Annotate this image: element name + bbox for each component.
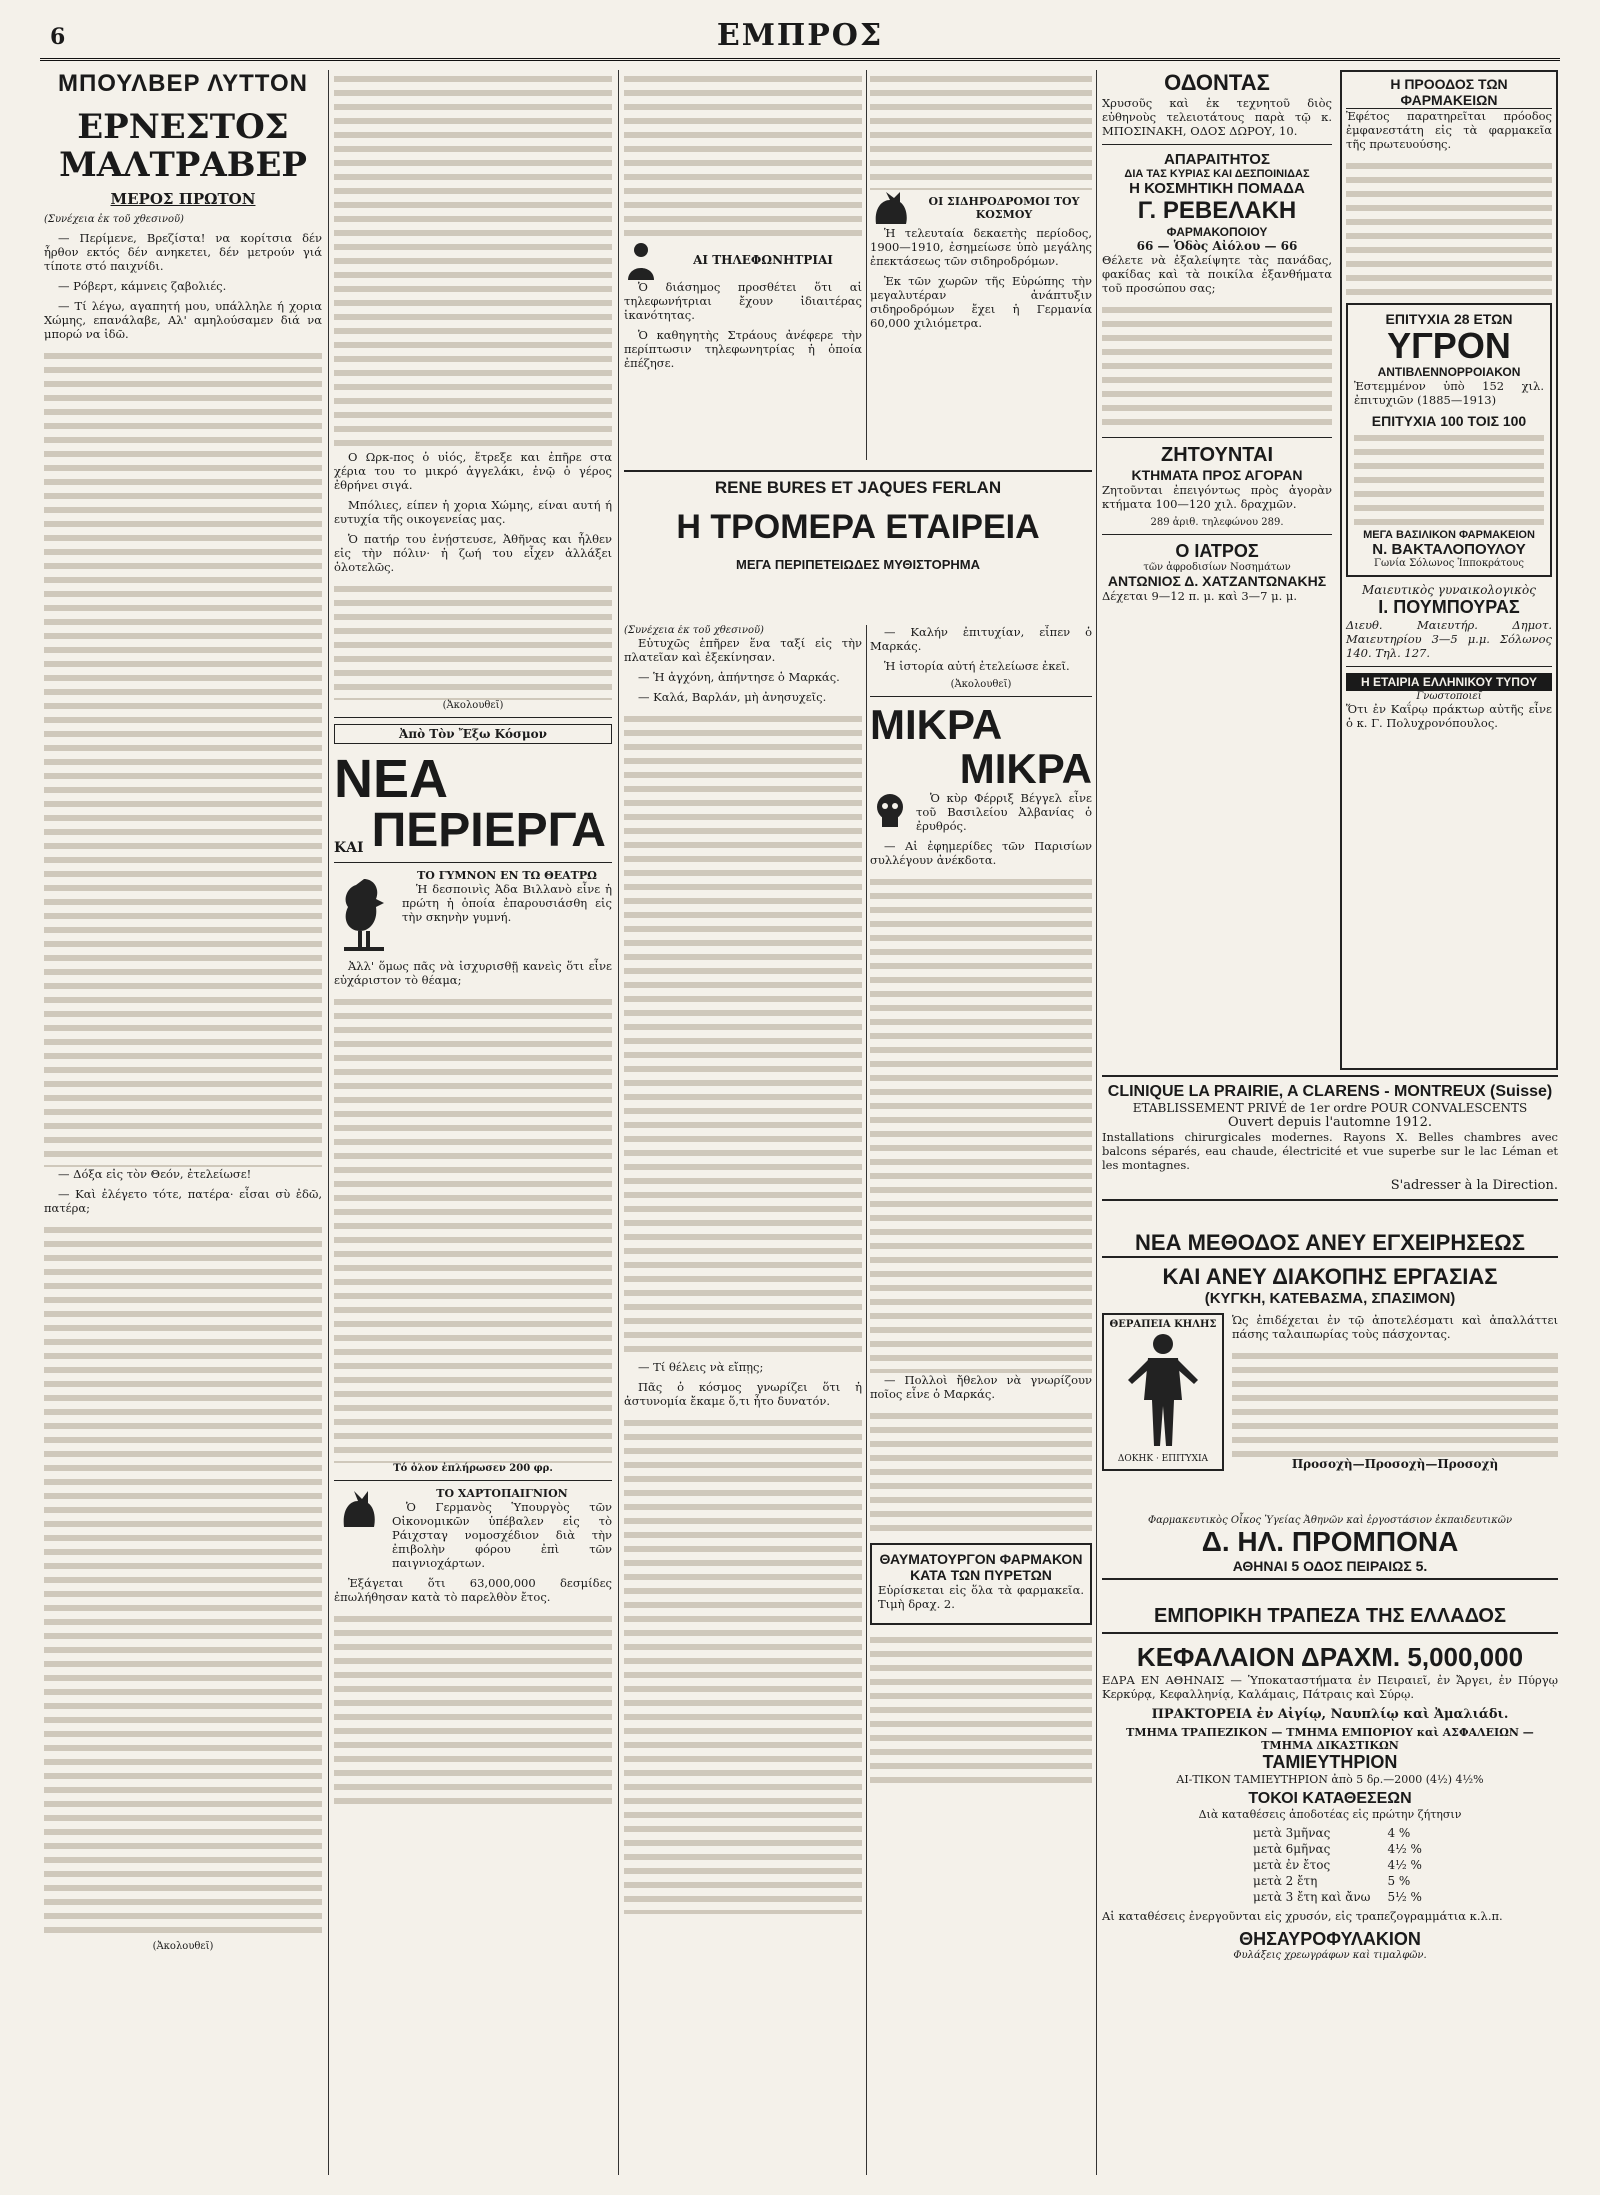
rate-value: 4½ %	[1387, 1842, 1422, 1856]
method-addr: ΑΘΗΝΑΙ 5 ΟΔΟΣ ΠΕΙΡΑΙΩΣ 5.	[1102, 1558, 1558, 1580]
mikra-title-1: ΜΙΚΡΑ	[870, 701, 1003, 748]
pomade-body: Θέλετε νὰ ἐξαλείψητε τὰς πανάδας, φακίδας καὶ τὰ ποικίλα ἐξανθήματα τοῦ προσώπου σας;	[1102, 253, 1332, 295]
pomade-header: ΑΠΑΡΑΙΤΗΤΟΣ	[1164, 151, 1270, 168]
figure-banner-2: ΔΟΚΗΚ · ΕΠΙΤΥΧΙΑ	[1117, 1454, 1209, 1464]
cat-icon	[870, 190, 910, 226]
ygron-body: Ἐστεμμένον ὑπὸ 152 χιλ. ἐπιτυχιῶν (1885—1913)	[1354, 379, 1544, 407]
ygron-title: ΥΓΡΟΝ	[1387, 325, 1511, 366]
bank-agencies: ΠΡΑΚΤΟΡΕΙΑ ἐν Αἰγίῳ, Ναυπλίῳ καὶ Ἀμαλιάδι.	[1151, 1707, 1509, 1722]
dentist-ad-body: Χρυσοῦς καὶ ἐκ τεχνητοῦ διὸς εὐθηνοὺς τελειοτάτους παρὰ τῷ κ. ΜΠΟΣΙΝΑΚΗ, ΟΔΟΣ ΔΩΡΟΥ, 10.	[1102, 96, 1332, 138]
rate-label: μετὰ ἐν ἔτος	[1253, 1858, 1331, 1872]
paragraph: Ἐξάγεται ὅτι 63,000,000 δεσμίδες ἐπωλήθησαν κατὰ τὸ παρελθὸν ἔτος.	[334, 1576, 612, 1604]
middle-story-header	[624, 470, 1092, 572]
skull-icon	[870, 791, 910, 831]
filler-text	[624, 70, 862, 240]
paragraph: — Δόξα εἰς τὸν Θεόν, ἐτελείωσε!	[58, 1167, 252, 1181]
column-1	[44, 70, 322, 2175]
paragraph: — Καλήν ἐπιτυχίαν, εἶπεν ὁ Μαρκάς.	[870, 625, 1092, 653]
bank-capital: ΚΕΦΑΛΑΙΟΝ ΔΡΑΧΜ. 5,000,000	[1136, 1642, 1524, 1672]
ygron-addr: Γωνία Σόλωνος Ἱπποκράτους	[1374, 558, 1524, 569]
clinic-ad	[1102, 1075, 1558, 1201]
filler-text	[1232, 1347, 1558, 1457]
rate-label: μετὰ 3μῆνας	[1253, 1826, 1331, 1840]
method-caution: Προσοχὴ—Προσοχὴ—Προσοχὴ	[1291, 1457, 1499, 1471]
ygron-pharmacy: ΜΕΓΑ ΒΑΣΙΛΙΚΟΝ ΦΑΡΜΑΚΕΙΟΝ	[1363, 529, 1535, 541]
story2-title: ΤΟ ΧΑΡΤΟΠΑΙΓΝΙΟΝ	[436, 1487, 568, 1500]
column-6-ads	[1340, 70, 1558, 1070]
column-rule	[328, 70, 329, 2175]
column-4-top	[870, 70, 1092, 460]
paragraph: Ὁ καθηγητὴς Στράους ἀνέφερε τὴν περίπτωσιν τηλεφωνητρίας ἡ ὁποία ἐπέζησε.	[624, 328, 862, 370]
filler-text	[870, 1407, 1092, 1537]
table-row	[1237, 1889, 1423, 1905]
typos-title: Η ΕΤΑΙΡΙΑ ΕΛΛΗΝΙΚΟΥ ΤΥΠΟΥ	[1346, 673, 1552, 691]
bank-savings: ΤΑΜΙΕΥΤΗΡΙΟΝ	[1262, 1752, 1398, 1772]
land-phone: 289 ἀριθ. τηλεφώνου 289.	[1150, 517, 1284, 528]
paragraph: Ἀλλ' ὅμως πᾶς νὰ ἰσχυρισθῇ κανεὶς ὅτι εἶνε εὐχάριστον τὸ θέαμα;	[334, 959, 612, 987]
rate-value: 4½ %	[1387, 1858, 1422, 1872]
interest-table	[1237, 1825, 1423, 1905]
clinic-body: Installations chirurgicales modernes. Rayons X. Belles chambres avec balcons séparés, eau chaude, électricité et vue superbe sur le lac Léman et les montagnes.	[1102, 1130, 1558, 1172]
bank-savings-rate: ΑΙ-ΤΙΚΟΝ ΤΑΜΙΕΥΤΗΡΙΟΝ ἀπὸ 5 δρ.—2000 (4½) 4½%	[1176, 1773, 1484, 1786]
pharm-progress-title: Η ΠΡΟΟΔΟΣ ΤΩΝ ΦΑΡΜΑΚΕΙΩΝ	[1346, 76, 1552, 109]
paragraph: — Πολλοὶ ἤθελον νὰ γνωρίζουν ποῖος εἶνε ὁ Μαρκάς.	[870, 1373, 1092, 1401]
paragraph: — Καλά, Βαρλάν, μὴ ἀνησυχεῖς.	[638, 690, 827, 704]
rate-label: μετὰ 3 ἔτη καὶ ἄνω	[1253, 1890, 1371, 1904]
clinic-open: Ouvert depuis l'automne 1912.	[1228, 1115, 1432, 1130]
paragraph: Ἡ ἱστορία αὐτή ἐτελείωσε ἐκεῖ.	[884, 659, 1070, 673]
serial-part: ΜΕΡΟΣ ΠΡΩΤΟΝ	[110, 190, 256, 208]
clinic-contact: S'adresser à la Direction.	[1390, 1178, 1558, 1193]
middle-story-col-1	[624, 625, 862, 2175]
paragraph: — Αἱ ἐφημερίδες τῶν Παρισίων συλλέγουν ἀνέκδοτα.	[870, 839, 1092, 867]
doctor-sub: τῶν ἀφροδισίων Νοσημάτων	[1143, 562, 1291, 573]
bank-vault-sub: Φυλάξεις χρεωγράφων καὶ τιμαλφῶν.	[1233, 1950, 1427, 1961]
pomade-role: ΦΑΡΜΑΚΟΠΟΙΟΥ	[1166, 225, 1268, 239]
interest-title: ΤΟΚΟΙ ΚΑΤΑΘΕΣΕΩΝ	[1248, 1790, 1412, 1807]
column-5-ads	[1102, 70, 1332, 1070]
bank-vault: ΘΗΣΑΥΡΟΦΥΛΑΚΙΟΝ	[1239, 1929, 1421, 1949]
filler-text	[624, 1414, 862, 1914]
method-name: Δ. ΗΛ. ΠΡΟΜΠΟΝΑ	[1201, 1526, 1459, 1557]
serial-closing: (Ἀκολουθεῖ)	[152, 1941, 214, 1952]
filler-text	[44, 1221, 322, 1941]
method-conditions: (ΚΥΓΚΗ, ΚΑΤΕΒΑΣΜΑ, ΣΠΑΣΙΜΟΝ)	[1204, 1290, 1456, 1307]
newspaper-title: ΕΜΠΡΟΣ	[716, 18, 884, 53]
clinic-title: CLINIQUE LA PRAIRIE, A CLARENS - MONTREUX (Suisse)	[1107, 1083, 1553, 1100]
ad-subtitle: ΚΑΤΑ ΤΩΝ ΠΥΡΕΤΩΝ	[910, 1567, 1052, 1583]
ygron-top: ΕΠΙΤΥΧΙΑ 28 ΕΤΩΝ	[1385, 311, 1513, 327]
doctor-name: ΑΝΤΩΝΙΟΣ Δ. ΧΑΤΖΑΝΤΩΝΑΚΗΣ	[1107, 573, 1327, 589]
serial-author: ΜΠΟΥΛΒΕΡ ΛΥΤΤΟΝ	[57, 70, 308, 97]
story-authors: RENE BURES ET JAQUES FERLAN	[714, 478, 1002, 497]
paragraph: — Ἡ ἀγχόνη, ἀπήντησε ὁ Μαρκάς.	[638, 670, 840, 684]
figure-banner: ΘΕΡΑΠΕΙΑ ΚΗΛΗΣ	[1109, 1319, 1217, 1330]
land-body: Ζητοῦνται ἐπειγόντως πρὸς ἀγορὰν κτήματα 100—120 χιλ. δραχμῶν.	[1102, 483, 1332, 511]
ad-body: Εὑρίσκεται εἰς ὅλα τὰ φαρμακεῖα. Τιμὴ δραχ. 2.	[878, 1583, 1084, 1611]
paragraph: Ὁ Γερμανὸς Ὑπουργὸς τῶν Οἰκονομικῶν ὑπέβαλεν εἰς τὸ Ράιχσταγ νομοσχέδιον διὰ τὴν ἐπιβολὴν φόρου ἐπὶ τῶν παιγνιοχάρτων.	[392, 1500, 612, 1570]
method-title: ΝΕΑ ΜΕΘΟΔΟΣ ΑΝΕΥ ΕΓΧΕΙΡΗΣΕΩΣ	[1102, 1230, 1558, 1258]
telephone-story-title: ΑΙ ΤΗΛΕΦΩΝΗΤΡΙΑΙ	[693, 253, 833, 267]
serial-continued: (Συνέχεια ἐκ τοῦ χθεσινοῦ)	[44, 214, 184, 225]
filler-text	[870, 70, 1092, 190]
table-row	[1237, 1825, 1423, 1841]
column-rule	[866, 625, 867, 2175]
ygron-sub: ΑΝΤΙΒΛΕΝΝΟΡΡΟΙΑΚΟΝ	[1377, 365, 1521, 379]
doctor-body: Δέχεται 9—12 π. μ. καὶ 3—7 μ. μ.	[1102, 589, 1298, 603]
paragraph: — Τί θέλεις νὰ εἴπῃς;	[638, 1360, 764, 1374]
story1-price: Τό ὁλον ἐπλήρωσεν 200 φρ.	[393, 1463, 553, 1474]
filler-text	[1102, 301, 1332, 431]
section-title-kai: ΚΑΙ	[334, 840, 364, 856]
paragraph: Ἡ δεσποινὶς Ἀδα Βιλλανὸ εἶνε ἡ πρώτη ἡ ὁποία ἐπαρουσιάσθη εἰς τὴν σκηνὴν γυμνή.	[402, 882, 612, 924]
pharm-progress-body: Ἐφέτος παρατηρεῖται πρόοδος ἐμφανεστάτη εἰς τὰ φαρμακεῖα τῆς πρωτευούσης.	[1346, 109, 1552, 151]
telephone-operator-icon	[624, 240, 658, 280]
hernia-figure	[1102, 1313, 1224, 1471]
typos-body: Ὅτι ἐν Καΐρῳ πράκτωρ αὐτῆς εἶνε ὁ κ. Γ. Πολυχρονόπουλος.	[1346, 702, 1552, 730]
filler-text	[44, 347, 322, 1167]
bank-footer: Αἱ καταθέσεις ἐνεργοῦνται εἰς χρυσόν, εἰς τραπεζογραμμάτια κ.λ.π.	[1102, 1909, 1503, 1923]
paragraph: Ὁ διάσημος προσθέτει ὅτι αἱ τηλεφωνήτριαι ἔχουν ἰδιαιτέρας ἱκανότητας.	[624, 280, 862, 322]
interest-intro: Διὰ καταθέσεις ἀποδοτέας εἰς πρώτην ζήτησιν	[1198, 1808, 1462, 1821]
human-figure-icon	[1118, 1330, 1208, 1450]
bank-ad	[1102, 1605, 1558, 2165]
paragraph: Ο Ωρκ-πος ὁ υἱός, ἔτρεξε και ἐπῆρε στα χέρια του το μικρό ἀγγελάκι, ἐνῷ ὁ γέρος ἐθρήνει σιγά.	[334, 450, 612, 492]
rooster-icon	[334, 869, 394, 959]
filler-text	[1354, 429, 1544, 529]
pomade-title: Η ΚΟΣΜΗΤΙΚΗ ΠΟΜΑΔΑ	[1129, 180, 1305, 197]
method-ad-footer	[1102, 1515, 1558, 1580]
paragraph: Ὁ πατήρ του ἐνῄστευσε, Ἀθῆνας και ἦλθεν εἰς τὴν πόλιν· ἡ ζωή του εἶχεν ἀλλάξει ὁλοτελῶς.	[334, 532, 612, 574]
column-rule	[866, 70, 867, 460]
land-title: ΖΗΤΟΥΝΤΑΙ	[1160, 444, 1274, 466]
rate-label: μετὰ 2 ἔτη	[1253, 1874, 1318, 1888]
filler-text	[870, 873, 1092, 1373]
clinic-sub: ETABLISSEMENT PRIVÉ de 1er ordre POUR CONVALESCENTS	[1132, 1101, 1528, 1115]
table-row	[1237, 1857, 1423, 1873]
ygron-owner: Ν. ΒΑΚΤΑΛΟΠΟΥΛΟΥ	[1372, 541, 1526, 558]
serial-title: ΕΡΝΕΣΤΟΣ ΜΑΛΤΡΑΒΕΡ	[59, 107, 307, 185]
filler-text	[334, 993, 612, 1463]
filler-text	[624, 710, 862, 1360]
ygron-success: ΕΠΙΤΥΧΙΑ 100 ΤΟΙΣ 100	[1371, 413, 1527, 429]
dentist-ad-title: ΟΔΟΝΤΑΣ	[1164, 70, 1270, 95]
column-3-top	[624, 70, 862, 460]
filler-text	[870, 1631, 1092, 1791]
ad-title: ΘΑΥΜΑΤΟΥΡΓΟΝ ΦΑΡΜΑΚΟΝ	[879, 1551, 1083, 1567]
table-row	[1237, 1841, 1423, 1857]
railways-title: ΟΙ ΣΙΔΗΡΟΔΡΟΜΟΙ ΤΟΥ ΚΟΣΜΟΥ	[928, 195, 1080, 221]
filler-text	[334, 70, 612, 450]
paragraph: Ὁ κὺρ Φέρριξ Βέγγελ εἶνε τοῦ Βασιλείου Ἀλβανίας ὁ ἐρυθρός.	[916, 791, 1092, 833]
story1-title: ΤΟ ΓΥΜΝΟΝ ΕΝ ΤΩ ΘΕΑΤΡΩ	[417, 869, 597, 882]
method-factory: Φαρμακευτικὸς Οἶκος Ὑγείας Ἀθηνῶν καὶ ἐργοστάσιον ἐκπαιδευτικῶν	[1147, 1515, 1513, 1526]
typos-sub: Γνωστοποιεῖ	[1416, 691, 1482, 702]
pomade-name: Γ. ΡΕΒΕΛΑΚΗ	[1137, 197, 1297, 224]
method-subtitle: ΚΑΙ ΑΝΕΥ ΔΙΑΚΟΠΗΣ ΕΡΓΑΣΙΑΣ	[1162, 1264, 1498, 1289]
filler-text	[334, 580, 612, 700]
method-ad	[1102, 1230, 1558, 1510]
section-title-nea: ΝΕΑ	[334, 749, 449, 809]
paragraph: — Τί λέγω, αγαπητή μου, υπάλληλε ή χορια Χώμης, επανάλαβε, Αλ' αμηλούσαμεν διά να μπορώ να ἰδῶ.	[44, 299, 322, 341]
obst-name: Ι. ΠΟΥΜΠΟΥΡΑΣ	[1378, 597, 1520, 617]
story-continued: (Συνέχεια ἐκ τοῦ χθεσινοῦ)	[624, 625, 764, 636]
filler-text	[1346, 157, 1552, 297]
paragraph: — Ρόβερτ, κάμνεις ζαβολιές.	[58, 279, 227, 293]
filler-text	[334, 1610, 612, 1810]
column-rule	[618, 70, 619, 2175]
method-body: Ὡς ἐπιδέχεται ἐν τῷ ἀποτελέσματι καὶ ἀπαλλάττει πάσης ταλαιπωρίας τοὺς πάσχοντας.	[1232, 1313, 1558, 1341]
rate-label: μετὰ 6μῆνας	[1253, 1842, 1331, 1856]
obst-title: Μαιευτικὸς γυναικολογικὸς	[1362, 583, 1536, 597]
mikra-title-2: ΜΙΚΡΑ	[959, 745, 1092, 792]
middle-story-col-2	[870, 625, 1092, 2175]
fever-medicine-ad	[870, 1543, 1092, 1625]
rate-value: 5½ %	[1387, 1890, 1422, 1904]
paragraph: Μπόλιες, είπεν ἡ χορια Χώμης, είναι αυτή ή ευτυχία τῆς οικογενείας μας.	[334, 498, 612, 526]
rate-value: 4 %	[1387, 1826, 1411, 1840]
paragraph: — Περίμενε, Βρεζίστα! να κορίτσια δέν ἦρθον εκτός δέν ανηκετει, δέν μετρούν γιά τίποτε στό παιχνίδι.	[44, 231, 322, 273]
paragraph: Εὐτυχῶς ἐπῆρεν ἕνα ταξί εἰς τὴν πλατεῖαν καὶ ἐξεκίνησαν.	[624, 636, 862, 664]
section-banner: Ἀπὸ Τὸν Ἔξω Κόσμον	[334, 724, 612, 744]
bank-title: ΕΜΠΟΡΙΚΗ ΤΡΑΠΕΖΑ ΤΗΣ ΕΛΛΑΔΟΣ	[1102, 1605, 1558, 1634]
paragraph: Ἡ τελευταία δεκαετὴς περίοδος, 1900—1910, ἐσημείωσε ὑπὸ μεγάλης ἐπεκτάσεως τῶν σιδηροδρόμων.	[870, 226, 1092, 268]
cat-icon	[334, 1487, 384, 1533]
page-number: 6	[50, 24, 66, 50]
paragraph: — Καὶ ἐλέγετο τότε, πατέρα· εἶσαι σὺ ἐδῶ, πατέρα;	[44, 1187, 322, 1215]
story-title: Η ΤΡΟΜΕΡΑ ΕΤΑΙΡΕΙΑ	[676, 508, 1040, 546]
masthead	[40, 18, 1560, 61]
story-subtitle: ΜΕΓΑ ΠΕΡΙΠΕΤΕΙΩΔΕΣ ΜΥΘΙΣΤΟΡΗΜΑ	[736, 557, 980, 572]
table-row	[1237, 1873, 1423, 1889]
column-2	[334, 70, 612, 2175]
pomade-sub: ΔΙΑ ΤΑΣ ΚΥΡΙΑΣ ΚΑΙ ΔΕΣΠΟΙΝΙΔΑΣ	[1124, 168, 1310, 180]
ygron-ad	[1346, 303, 1552, 577]
pomade-addr: 66 — Ὁδὸς Αἰόλου — 66	[1136, 239, 1298, 253]
obst-body: Διευθ. Μαιευτήρ. Δημοτ. Μαιευτηρίου 3—5 μ.μ. Σόλωνος 140. Τηλ. 127.	[1346, 618, 1552, 660]
section-title-periergia: ΠΕΡΙΕΡΓΑ	[371, 804, 606, 857]
paragraph: Ἐκ τῶν χωρῶν τῆς Εὐρώπης τὴν μεγαλυτέραν ἀνάπτυξιν σιδηροδρόμων ἔχει ἡ Γερμανία 60,000 χιλιόμετρα.	[870, 274, 1092, 330]
story-closing: (Ἀκολουθεῖ)	[950, 679, 1012, 690]
col2-closing: (Ἀκολουθεῖ)	[442, 700, 504, 711]
bank-dept: ΤΜΗΜΑ ΤΡΑΠΕΖΙΚΟΝ — ΤΜΗΜΑ ΕΜΠΟΡΙΟΥ καὶ ΑΣΦΑΛΕΙΩΝ — ΤΜΗΜΑ ΔΙΚΑΣΤΙΚΩΝ	[1126, 1726, 1534, 1752]
paragraph: Πᾶς ὁ κόσμος γνωρίζει ὅτι ἡ ἀστυνομία ἔκαμε ὅ,τι ἦτο δυνατόν.	[624, 1380, 862, 1408]
land-sub: ΚΤΗΜΑΤΑ ΠΡΟΣ ΑΓΟΡΑΝ	[1131, 467, 1303, 483]
rate-value: 5 %	[1387, 1874, 1411, 1888]
column-rule	[1096, 70, 1097, 2175]
bank-seat: ΕΔΡΑ ΕΝ ΑΘΗΝΑΙΣ — Ὑποκαταστήματα ἐν Πειραιεῖ, ἐν Ἄργει, ἐν Πύργῳ Κερκύρᾳ, Κεφαλληνίᾳ, Καλάμαις, Πάτραις καὶ Σύρῳ.	[1102, 1673, 1558, 1701]
doctor-title: Ο ΙΑΤΡΟΣ	[1175, 541, 1259, 561]
